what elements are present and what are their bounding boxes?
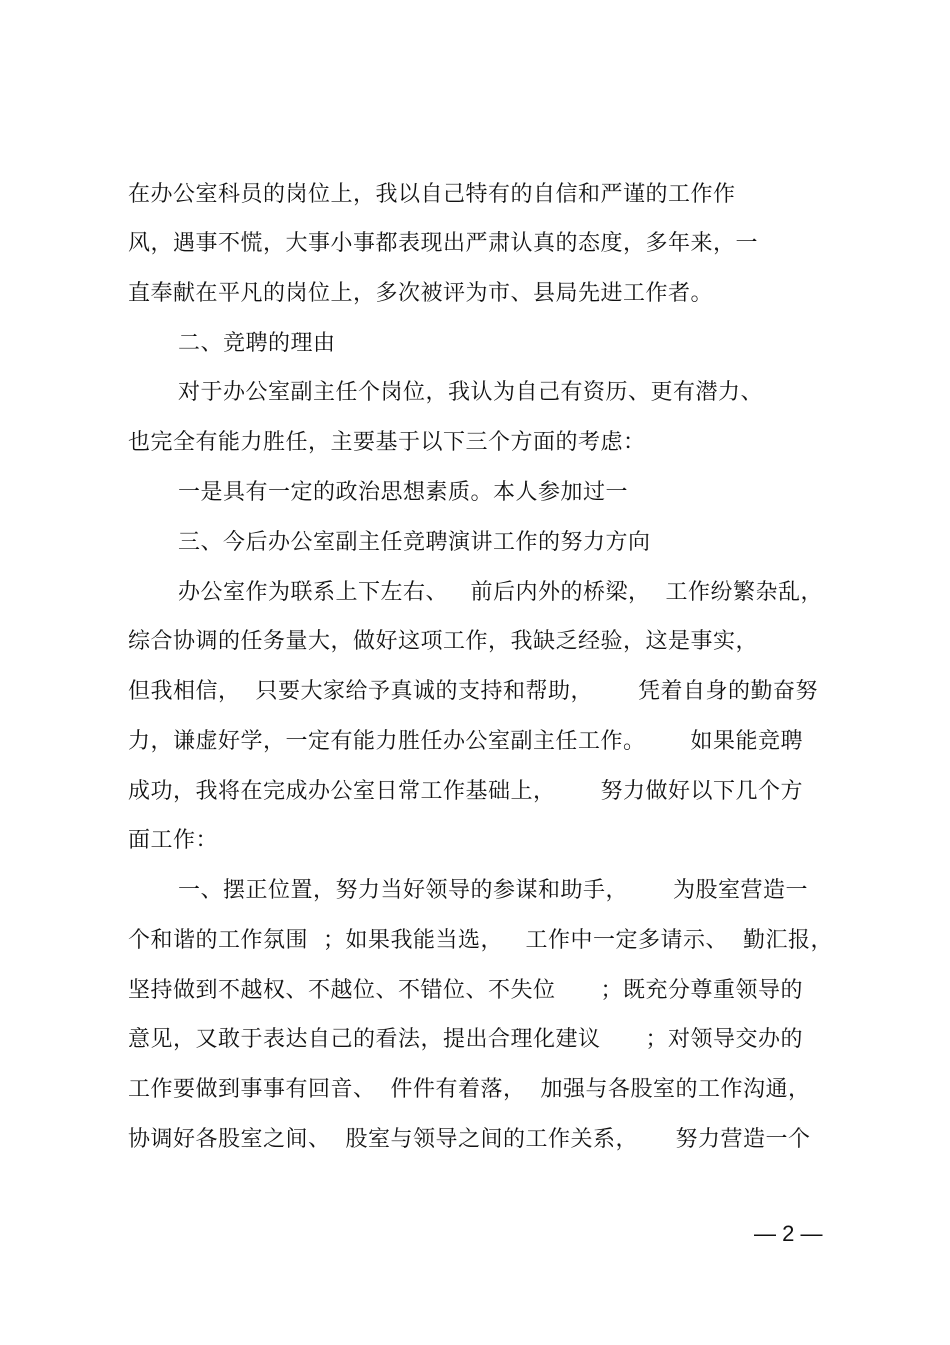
- text-line-14: 面工作：: [128, 828, 219, 853]
- page-number: — 2 —: [754, 1221, 823, 1246]
- text-line-3: 直奉献在平凡的岗位上，多次被评为市、县局先进工作者。: [128, 281, 714, 306]
- text-line-13: 成功，我将在完成办公室日常工作基础上， 努力做好以下几个方: [128, 779, 803, 804]
- text-line-17: 坚持做到不越权、不越位、不错位、不失位 ；既充分尊重领导的: [128, 978, 803, 1003]
- text-line-5: 对于办公室副主任个岗位，我认为自己有资历、更有潜力、: [178, 380, 764, 405]
- text-line-19: 工作要做到事事有回音、 件件有着落， 加强与各股室的工作沟通，: [128, 1077, 811, 1102]
- section-heading-direction: 三、今后办公室副主任竞聘演讲工作的努力方向: [178, 530, 651, 555]
- text-line-6: 也完全有能力胜任，主要基于以下三个方面的考虑：: [128, 430, 646, 455]
- text-line-1: 在办公室科员的岗位上，我以自己特有的自信和严谨的工作作: [128, 182, 736, 207]
- text-line-2: 风，遇事不慌，大事小事都表现出严肃认真的态度，多年来，一: [128, 231, 759, 256]
- text-line-10: 综合协调的任务量大，做好这项工作，我缺乏经验，这是事实，: [128, 629, 759, 654]
- text-line-18: 意见，又敢于表达自己的看法，提出合理化建议 ；对领导交办的: [128, 1027, 803, 1052]
- text-line-7: 一是具有一定的政治思想素质。本人参加过一: [178, 480, 629, 505]
- text-line-16: 个和谐的工作氛围 ；如果我能当选， 工作中一定多请示、 勤汇报，: [128, 928, 833, 953]
- section-heading-reasons: 二、竞聘的理由: [178, 331, 336, 356]
- text-line-12: 力，谦虚好学，一定有能力胜任办公室副主任工作。 如果能竞聘: [128, 729, 803, 754]
- text-line-9: 办公室作为联系上下左右、 前后内外的桥梁， 工作纷繁杂乱，: [178, 580, 823, 605]
- text-line-15: 一、摆正位置，努力当好领导的参谋和助手， 为股室营造一: [178, 878, 808, 903]
- text-line-11: 但我相信， 只要大家给予真诚的支持和帮助， 凭着自身的勤奋努: [128, 679, 818, 704]
- text-line-20: 协调好各股室之间、 股室与领导之间的工作关系， 努力营造一个: [128, 1127, 811, 1152]
